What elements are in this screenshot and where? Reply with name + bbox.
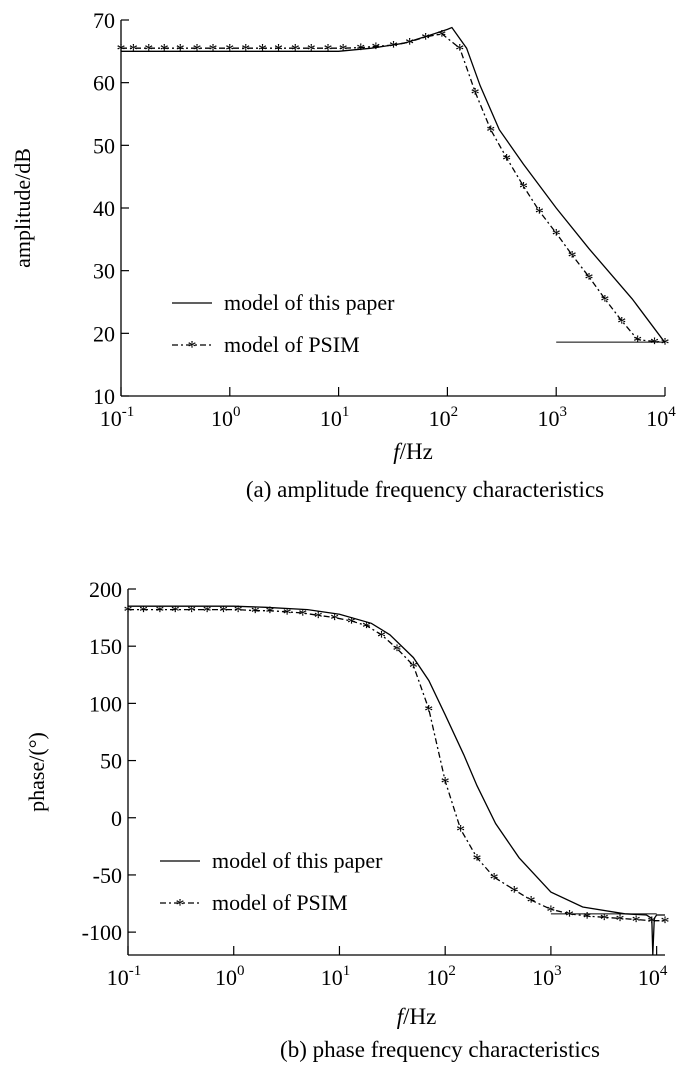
series-marker: * <box>470 84 480 105</box>
series-marker: * <box>408 657 418 678</box>
x-tick-base: 10 <box>99 406 122 431</box>
series-marker: * <box>371 38 381 59</box>
amplitude-chart <box>10 8 676 502</box>
series-marker: * <box>175 40 185 61</box>
legend-marker: * <box>175 895 185 915</box>
y-tick-label: 150 <box>89 634 122 660</box>
chart-caption: (a) amplitude frequency characteristics <box>245 477 605 502</box>
y-tick-label: -100 <box>81 920 122 946</box>
series-marker: * <box>306 40 316 61</box>
series-marker: * <box>631 911 641 932</box>
series-marker: * <box>116 40 126 61</box>
x-tick-label <box>107 963 142 990</box>
series-marker: * <box>313 607 323 628</box>
y-tick-label: 0 <box>111 805 122 831</box>
legend-label: model of this paper <box>224 290 395 315</box>
y-tick-label: 50 <box>100 748 122 774</box>
series-marker: * <box>649 333 659 354</box>
series-marker: * <box>486 121 496 142</box>
series-marker: * <box>437 25 447 46</box>
series-marker: * <box>660 912 670 933</box>
series-marker: * <box>567 247 577 267</box>
series-marker: * <box>660 334 670 355</box>
legend-label: model of PSIM <box>224 332 360 357</box>
x-axis-label <box>397 1004 437 1029</box>
x-tick-exponent: 1 <box>341 404 350 420</box>
series-marker: * <box>123 601 133 622</box>
y-tick-label: 40 <box>93 196 115 221</box>
series-marker: * <box>265 602 275 623</box>
series-marker: * <box>192 40 202 61</box>
x-tick-exponent: 2 <box>448 963 456 979</box>
x-tick-exponent: 0 <box>236 963 245 979</box>
series-marker: * <box>456 821 466 842</box>
x-tick-exponent: -1 <box>128 963 142 979</box>
legend-marker: * <box>187 337 197 357</box>
series-marker: * <box>290 40 300 61</box>
series-marker: * <box>208 40 218 61</box>
series-marker: * <box>582 908 592 929</box>
x-tick-exponent: 0 <box>233 404 241 420</box>
series-marker: * <box>282 603 292 624</box>
x-tick-label <box>638 963 668 990</box>
phase-chart <box>24 577 670 1062</box>
x-tick-exponent: 3 <box>559 404 567 420</box>
series-marker: * <box>128 40 138 61</box>
y-tick-label: 10 <box>93 384 115 409</box>
series-marker: * <box>187 601 197 622</box>
series-marker: * <box>405 33 415 54</box>
y-tick-label: -50 <box>92 862 122 888</box>
series-marker: * <box>155 601 165 622</box>
series-marker: * <box>424 701 434 722</box>
series-marker: * <box>599 909 609 930</box>
x-axis-label-italic: f <box>393 439 400 464</box>
x-tick-label <box>211 404 241 431</box>
series-marker: * <box>440 773 450 794</box>
x-tick-base: 10 <box>106 965 129 990</box>
series-marker: * <box>534 203 544 224</box>
x-tick-label <box>215 963 245 990</box>
x-tick-exponent: -1 <box>121 404 135 420</box>
series-marker: * <box>421 28 431 49</box>
y-tick-label: 30 <box>93 258 115 284</box>
series-marker: * <box>361 617 371 638</box>
x-tick-base: 10 <box>532 965 555 990</box>
series-marker: * <box>509 881 519 902</box>
series-marker: * <box>565 905 575 926</box>
y-tick-label: 20 <box>93 321 115 347</box>
series-marker: * <box>526 892 536 913</box>
series-marker: * <box>356 39 366 60</box>
series-marker: * <box>392 640 402 661</box>
x-tick-label <box>426 963 456 990</box>
legend-label: model of this paper <box>212 848 383 873</box>
x-tick-label <box>429 404 459 431</box>
x-tick-exponent: 4 <box>659 963 668 979</box>
series-marker: * <box>518 178 528 199</box>
x-tick-base: 10 <box>428 406 451 431</box>
series-marker: * <box>144 40 154 61</box>
series-marker: * <box>225 40 235 61</box>
x-tick-label <box>320 404 350 431</box>
series-marker: * <box>389 37 399 58</box>
x-tick-base: 10 <box>646 406 669 431</box>
x-tick-base: 10 <box>211 406 234 431</box>
x-tick-label <box>646 404 676 431</box>
y-tick-label: 70 <box>93 8 115 33</box>
x-axis-label-unit: /Hz <box>399 439 433 464</box>
series-marker: * <box>346 613 356 634</box>
series-marker: * <box>202 601 212 622</box>
x-tick-exponent: 2 <box>450 404 459 420</box>
x-tick-exponent: 1 <box>342 963 351 979</box>
x-tick-label <box>100 404 135 431</box>
series-marker: * <box>241 40 251 61</box>
y-tick-label: 200 <box>89 577 122 602</box>
series-marker: * <box>233 601 243 622</box>
series-marker: * <box>250 602 260 623</box>
y-tick-label: 60 <box>93 70 115 96</box>
series-marker: * <box>502 149 512 170</box>
x-tick-base: 10 <box>319 406 342 431</box>
x-tick-exponent: 4 <box>668 404 676 420</box>
series-marker: * <box>633 331 643 352</box>
x-tick-exponent: 3 <box>554 963 562 979</box>
x-tick-base: 10 <box>320 965 343 990</box>
series-marker: * <box>600 290 610 311</box>
series-marker: * <box>218 601 228 622</box>
series-marker: * <box>323 40 333 61</box>
x-tick-label <box>321 963 351 990</box>
series-marker: * <box>584 268 594 289</box>
x-axis-label-unit: /Hz <box>403 1004 437 1029</box>
legend-label: model of PSIM <box>212 890 348 915</box>
x-tick-label <box>532 963 562 990</box>
series-marker: * <box>298 605 308 626</box>
series-marker: * <box>138 601 148 622</box>
series-marker: * <box>615 910 625 931</box>
series-marker: * <box>455 40 465 61</box>
x-tick-base: 10 <box>637 965 660 990</box>
series-marker: * <box>159 40 169 61</box>
series-marker: * <box>170 601 180 622</box>
series-marker: * <box>489 869 499 890</box>
series-marker: * <box>377 626 387 647</box>
x-tick-base: 10 <box>426 965 449 990</box>
series-marker: * <box>617 312 627 333</box>
x-axis-label-italic: f <box>396 1004 404 1029</box>
series-marker: * <box>330 609 340 630</box>
y-axis-label: phase/(°) <box>24 732 49 812</box>
series-marker: * <box>472 849 482 870</box>
series-marker: * <box>546 901 556 922</box>
x-tick-base: 10 <box>537 406 560 431</box>
series-marker: * <box>338 40 348 61</box>
chart-caption: (b) phase frequency characteristics <box>280 1037 600 1062</box>
series-marker: * <box>551 225 561 246</box>
y-tick-label: 50 <box>93 133 115 159</box>
x-tick-base: 10 <box>214 965 237 990</box>
y-axis-label: amplitude/dB <box>10 148 35 268</box>
x-tick-label <box>537 404 567 431</box>
y-tick-label: 100 <box>89 691 122 717</box>
series-marker: * <box>647 912 657 933</box>
x-axis-label <box>393 439 433 464</box>
series-marker: * <box>273 40 283 61</box>
series-marker: * <box>258 40 268 61</box>
